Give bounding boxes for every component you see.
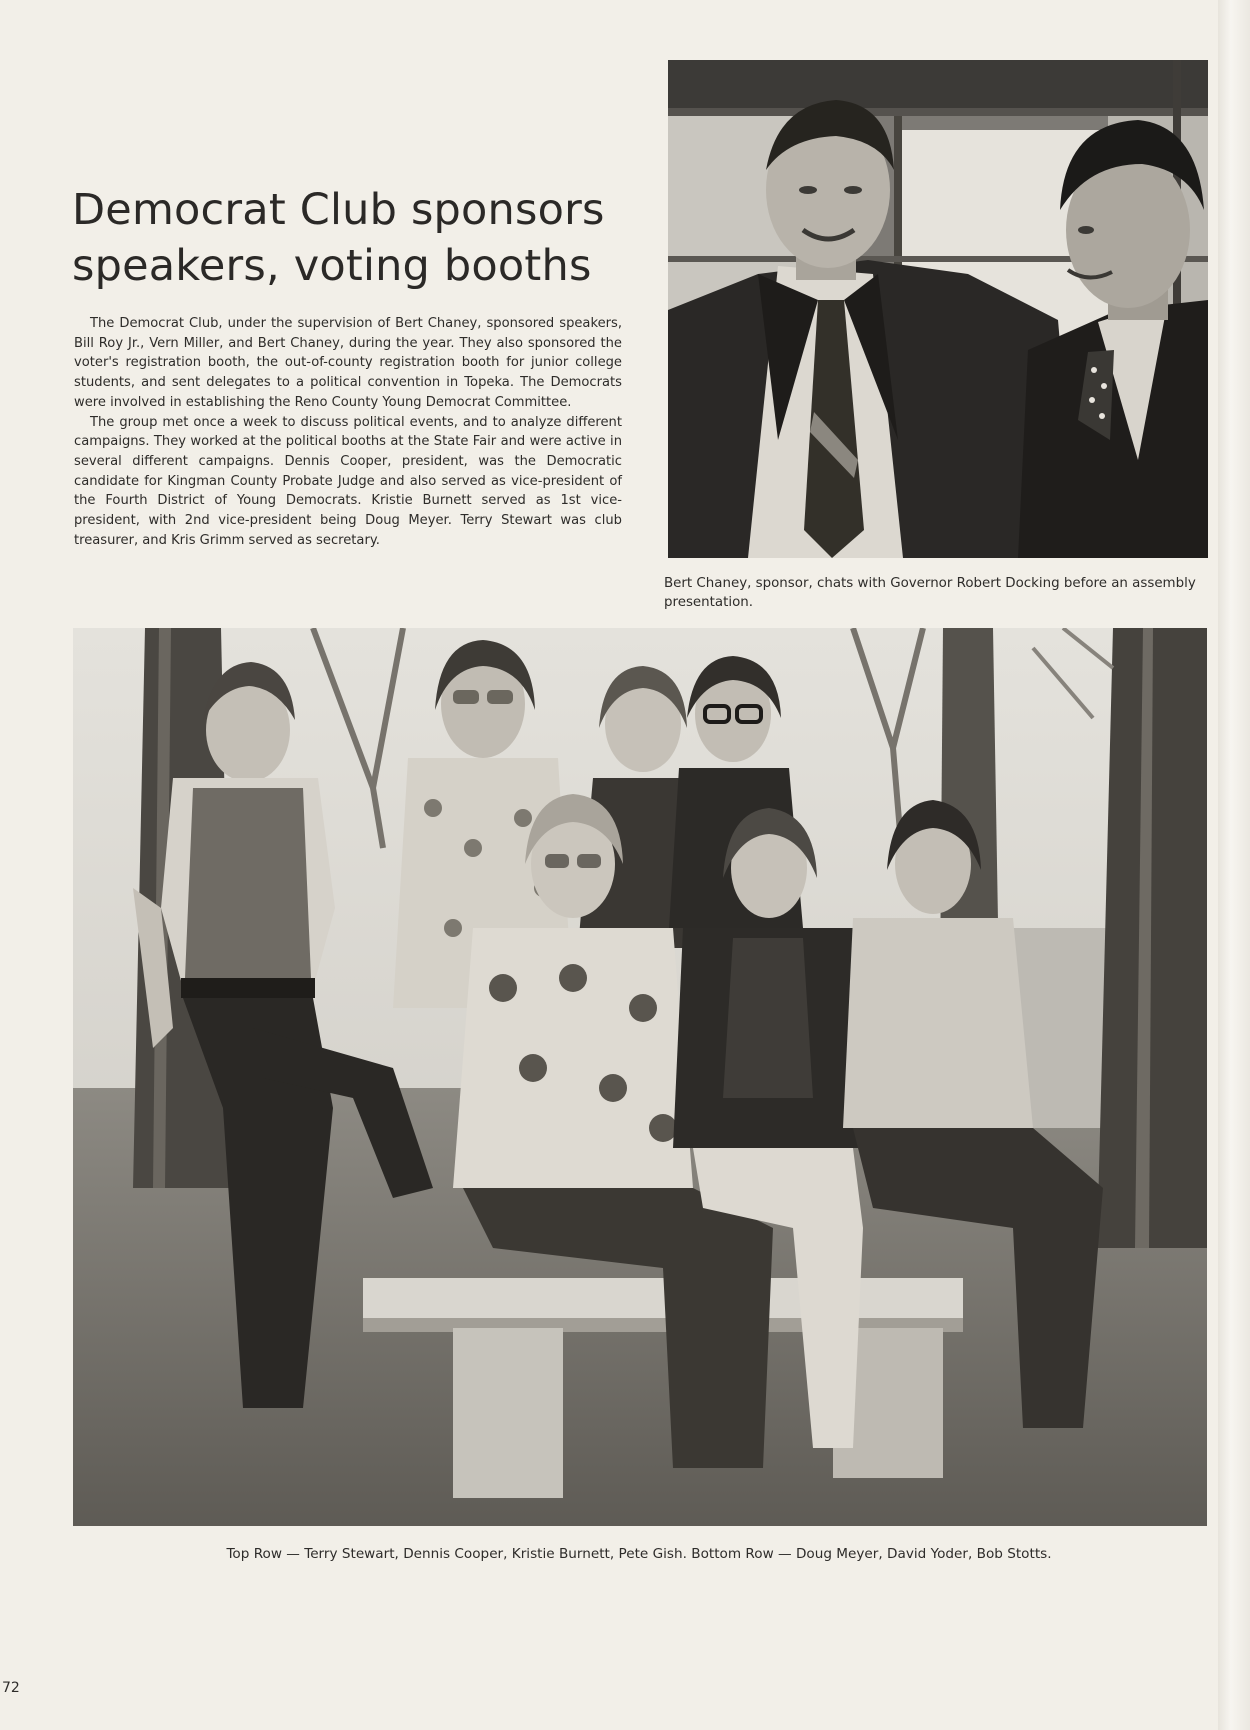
page-edge-shadow xyxy=(1218,0,1250,1730)
article-headline: Democrat Club sponsors speakers, voting booths xyxy=(72,185,605,291)
article-paragraph-1: The Democrat Club, under the supervision of Bert Chaney, sponsored speakers, Bill Roy Jr., Vern Miller, and Bert Chaney, during the year. They also sponsored the voter's registration booth, the out-of-county registration booth for junior college students, and sent delegates to a political convention in Topeka. The Democrats were involved in establishing the Reno County Young Democrat Committee. xyxy=(74,316,622,410)
group-photo-caption: Top Row — Terry Stewart, Dennis Cooper, Kristie Burnett, Pete Gish. Bottom Row — Doug Meyer, David Yoder, Bob Stotts. xyxy=(226,1546,1052,1562)
sponsor-governor-photo xyxy=(668,60,1208,558)
club-group-photo xyxy=(73,628,1207,1526)
article-body xyxy=(74,314,622,550)
page-number: 72 xyxy=(2,1680,20,1696)
article-paragraph-2: The group met once a week to discuss political events, and to analyze different campaigns. They worked at the political booths at the State Fair and were active in several different campaigns. Dennis Cooper, president, was the Democratic candidate for Kingman County Probate Judge and also served as vice-president of the Fourth District of Young Democrats. Kristie Burnett served as 1st vice-president, with 2nd vice-president being Doug Meyer. Terry Stewart was club treasurer, and Kris Grimm served as secretary. xyxy=(74,414,622,548)
sponsor-photo-caption: Bert Chaney, sponsor, chats with Governor Robert Docking before an assembly presentation. xyxy=(664,576,1196,610)
